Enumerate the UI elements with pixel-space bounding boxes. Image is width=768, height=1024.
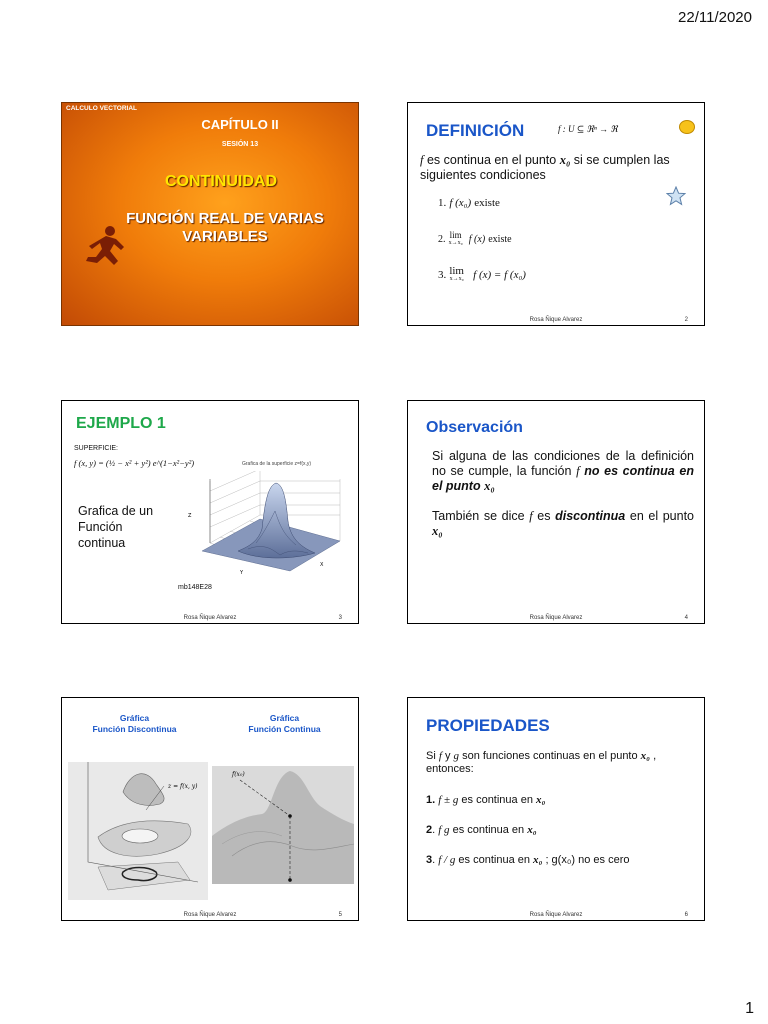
runner-icon — [72, 221, 132, 281]
property-1-number: 1. — [426, 794, 436, 806]
left-title-line-1: Gráfica — [119, 713, 150, 723]
condition-2-number: 2. — [438, 233, 446, 245]
lim-subscript: x→x₀ — [448, 240, 463, 246]
property-2-number: 2 — [426, 824, 433, 836]
lim-operator: lim — [449, 265, 464, 277]
slide-1 — [61, 102, 359, 326]
intro-part-2: si se cumplen las siguientes condiciones — [420, 153, 670, 182]
subheading-line-1: FUNCIÓN REAL DE VARIAS — [126, 210, 324, 227]
x0-symbol: x₀ — [640, 750, 651, 762]
obs-text-2: También se dice — [432, 509, 530, 523]
x0-symbol: x₀ — [484, 479, 495, 493]
caption-line-1: Grafica de un — [78, 504, 154, 518]
intro-text-1: Si — [426, 750, 439, 762]
condition-3 — [438, 267, 526, 283]
obs-text-1: Si alguna de las condiciones de la definición no se cumple, la función — [432, 449, 694, 478]
property-1 — [426, 794, 545, 806]
slide-6 — [407, 697, 705, 921]
obs-text-3: es — [532, 509, 556, 523]
author-name: Rosa Ñique Alvarez — [529, 615, 583, 621]
image-code: mb148E28 — [178, 584, 212, 591]
right-title-line-1: Gráfica — [269, 713, 300, 723]
condition-2-expr: f (x) — [468, 233, 486, 245]
property-3-expr: f / g — [438, 854, 456, 866]
right-title-line-2: Función Continua — [248, 724, 321, 734]
properties-intro — [426, 750, 694, 776]
caption-line-2: Función — [78, 520, 123, 534]
intro-text-3: son funciones continuas en el punto — [459, 750, 641, 762]
left-title-line-2: Función Discontinua — [92, 724, 177, 734]
slide-number: 4 — [684, 615, 688, 621]
condition-1-text: existe — [474, 197, 500, 209]
condition-3-expr: f (x) = f (x₀) — [473, 268, 526, 281]
condition-1-expr: f (x₀) — [449, 197, 472, 209]
author-name: Rosa Ñique Alvarez — [529, 912, 583, 918]
axis-z-label: Z — [188, 513, 192, 519]
property-3: 3. f / g es continua en x₀ ; g(x₀) no es cero — [426, 854, 630, 866]
observation-paragraph-1 — [432, 449, 694, 494]
plot-caption — [78, 503, 153, 551]
left-graph-label: z = f(x, y) — [168, 783, 198, 790]
definition-intro — [420, 153, 698, 183]
star-icon — [666, 186, 686, 206]
discontinua-emphasis: discontinua — [555, 509, 626, 523]
x0-symbol: x₀ — [533, 854, 543, 866]
x0-symbol: x₀ — [527, 824, 537, 836]
property-3-number: 3 — [426, 854, 433, 866]
x0-symbol: x₀ — [432, 524, 443, 538]
slide6-title: PROPIEDADES — [426, 716, 550, 735]
author-name: Rosa Ñique Alvarez — [183, 615, 237, 621]
slide-2 — [407, 102, 705, 326]
observation-paragraph-2 — [432, 509, 694, 539]
right-graph-title — [212, 713, 357, 735]
slide3-title: EJEMPLO 1 — [76, 415, 166, 432]
condition-3-limit — [449, 267, 464, 283]
session-label: SESIÓN 13 — [221, 141, 259, 148]
condition-1 — [438, 197, 500, 209]
slide-number: 6 — [684, 912, 688, 918]
left-graph-title — [62, 713, 207, 735]
slide-number: 3 — [338, 615, 342, 621]
slide-3 — [61, 400, 359, 624]
subheading-line-2: VARIABLES — [182, 228, 268, 245]
x0-symbol: x₀ — [536, 794, 546, 806]
author-name: Rosa Ñique Alvarez — [529, 317, 583, 323]
surface-formula: f (x, y) = (½ − x² + y²) e^(1−x²−y²) — [74, 458, 195, 468]
course-label: CALCULO VECTORIAL — [66, 105, 138, 112]
condition-2-text: existe — [488, 233, 512, 245]
intro-text-2: y — [441, 750, 454, 762]
x0-symbol: x₀ — [559, 153, 571, 167]
property-3-text: es continua en — [455, 854, 534, 866]
f-symbol: f — [420, 153, 424, 167]
condition-2-limit — [449, 231, 463, 247]
property-3-tail: ; g(x₀) no es cero — [542, 854, 630, 866]
lim-operator: lim — [449, 230, 462, 240]
slide-5 — [61, 697, 359, 921]
chart-title: Grafica de la superficie z=f(x,y) — [242, 461, 312, 467]
slide-number: 2 — [684, 317, 688, 323]
slide4-title: Observación — [426, 419, 523, 436]
lim-subscript: x→x₀ — [449, 276, 464, 282]
axis-y-label: Y — [240, 570, 244, 576]
slide-4 — [407, 400, 705, 624]
property-2: 2. f g es continua en x₀ — [426, 824, 537, 836]
chapter-label: CAPÍTULO II — [201, 117, 279, 132]
page-number: 1 — [745, 1000, 754, 1017]
continuous-surface-image — [212, 766, 354, 884]
caption-line-3: continua — [78, 536, 126, 550]
condition-2 — [438, 231, 512, 247]
author-name: Rosa Ñique Alvarez — [183, 912, 237, 918]
condition-1-number: 1. — [438, 197, 447, 209]
right-graph-label: f(x₀) — [232, 771, 245, 778]
property-2-text: es continua en — [449, 824, 528, 836]
slide-number: 5 — [338, 912, 342, 918]
intro-text-4: , entonces: — [426, 750, 657, 775]
slide1-heading: CONTINUIDAD — [165, 173, 277, 190]
discontinuous-surface-image — [68, 762, 208, 900]
f-symbol: f — [529, 509, 533, 523]
property-1-text: es continua en — [458, 794, 537, 806]
property-1-expr: f ± g — [438, 794, 459, 806]
property-2-expr: f g — [438, 824, 450, 836]
g-symbol: g — [453, 750, 460, 762]
definition-formula: f : U ⊆ ℜⁿ → ℜ — [558, 124, 618, 134]
f-symbol: f — [438, 750, 442, 762]
surface-label: SUPERFICIE: — [74, 445, 118, 452]
condition-3-number: 3. — [438, 268, 447, 281]
f-symbol: f — [576, 464, 580, 478]
obs-emphasis: no es continua en el punto — [432, 464, 694, 493]
print-date: 22/11/2020 — [678, 9, 752, 26]
slide2-title: DEFINICIÓN — [426, 121, 525, 140]
obs-text-4: en el punto — [625, 509, 694, 523]
circle-icon — [679, 120, 695, 134]
axis-x-label: X — [320, 562, 324, 568]
surface-plot — [180, 471, 352, 581]
intro-part-1: es continua en el punto — [423, 153, 560, 167]
